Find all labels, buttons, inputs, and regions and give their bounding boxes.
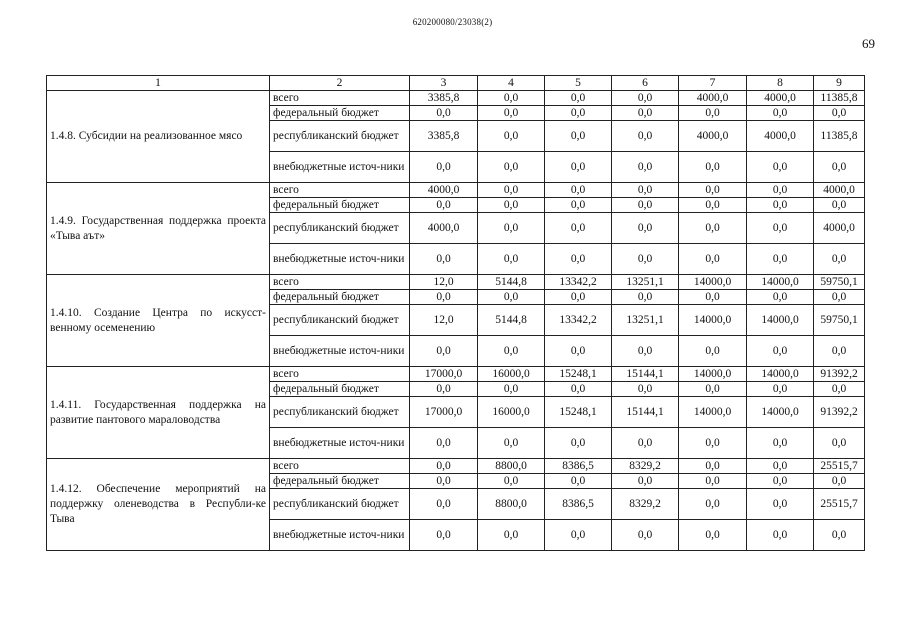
value-cell: 4000,0 xyxy=(410,183,478,198)
measure-name: 1.4.10. Создание Центра по искусст-венному осеменению xyxy=(47,275,270,367)
header-row xyxy=(47,76,865,91)
value-cell: 0,0 xyxy=(814,290,865,305)
value-cell: 0,0 xyxy=(612,106,679,121)
value-cell: 0,0 xyxy=(747,106,814,121)
value-cell: 0,0 xyxy=(545,183,612,198)
value-cell: 0,0 xyxy=(747,428,814,459)
value-cell: 8329,2 xyxy=(612,489,679,520)
value-cell: 4000,0 xyxy=(747,91,814,106)
value-cell: 11385,8 xyxy=(814,121,865,152)
value-cell: 4000,0 xyxy=(679,91,747,106)
table-body xyxy=(47,91,865,551)
value-cell: 8386,5 xyxy=(545,459,612,474)
value-cell: 13342,2 xyxy=(545,275,612,290)
value-cell: 0,0 xyxy=(747,244,814,275)
value-cell: 14000,0 xyxy=(679,397,747,428)
funding-source: внебюджетные источ-ники xyxy=(270,336,410,367)
value-cell: 0,0 xyxy=(814,244,865,275)
value-cell: 8800,0 xyxy=(478,489,545,520)
value-cell: 0,0 xyxy=(478,290,545,305)
value-cell: 0,0 xyxy=(478,336,545,367)
funding-source: всего xyxy=(270,183,410,198)
funding-source: республиканский бюджет xyxy=(270,305,410,336)
value-cell: 0,0 xyxy=(410,382,478,397)
value-cell: 0,0 xyxy=(814,382,865,397)
value-cell: 14000,0 xyxy=(747,397,814,428)
funding-source: всего xyxy=(270,459,410,474)
value-cell: 0,0 xyxy=(612,213,679,244)
funding-source: республиканский бюджет xyxy=(270,489,410,520)
value-cell: 0,0 xyxy=(679,198,747,213)
value-cell: 0,0 xyxy=(679,106,747,121)
value-cell: 0,0 xyxy=(612,290,679,305)
value-cell: 16000,0 xyxy=(478,397,545,428)
value-cell: 12,0 xyxy=(410,275,478,290)
budget-table xyxy=(46,75,865,551)
value-cell: 0,0 xyxy=(545,213,612,244)
value-cell: 25515,7 xyxy=(814,489,865,520)
value-cell: 0,0 xyxy=(814,474,865,489)
value-cell: 17000,0 xyxy=(410,367,478,382)
value-cell: 0,0 xyxy=(747,336,814,367)
value-cell: 0,0 xyxy=(410,459,478,474)
funding-source: федеральный бюджет xyxy=(270,106,410,121)
funding-source: всего xyxy=(270,91,410,106)
value-cell: 0,0 xyxy=(545,520,612,551)
value-cell: 0,0 xyxy=(814,152,865,183)
value-cell: 0,0 xyxy=(814,520,865,551)
column-header-2: 2 xyxy=(270,76,410,91)
value-cell: 3385,8 xyxy=(410,121,478,152)
value-cell: 0,0 xyxy=(410,244,478,275)
value-cell: 0,0 xyxy=(478,91,545,106)
value-cell: 0,0 xyxy=(545,106,612,121)
value-cell: 0,0 xyxy=(478,106,545,121)
funding-source: внебюджетные источ-ники xyxy=(270,520,410,551)
value-cell: 0,0 xyxy=(545,152,612,183)
value-cell: 0,0 xyxy=(679,213,747,244)
value-cell: 13251,1 xyxy=(612,275,679,290)
value-cell: 0,0 xyxy=(814,198,865,213)
value-cell: 0,0 xyxy=(747,152,814,183)
value-cell: 0,0 xyxy=(410,198,478,213)
value-cell: 0,0 xyxy=(410,152,478,183)
value-cell: 8800,0 xyxy=(478,459,545,474)
value-cell: 0,0 xyxy=(612,121,679,152)
value-cell: 14000,0 xyxy=(679,275,747,290)
funding-source: республиканский бюджет xyxy=(270,213,410,244)
value-cell: 0,0 xyxy=(478,244,545,275)
value-cell: 16000,0 xyxy=(478,367,545,382)
value-cell: 17000,0 xyxy=(410,397,478,428)
value-cell: 15248,1 xyxy=(545,367,612,382)
value-cell: 3385,8 xyxy=(410,91,478,106)
value-cell: 0,0 xyxy=(545,428,612,459)
value-cell: 0,0 xyxy=(747,290,814,305)
value-cell: 0,0 xyxy=(478,183,545,198)
value-cell: 0,0 xyxy=(612,520,679,551)
value-cell: 0,0 xyxy=(747,459,814,474)
value-cell: 14000,0 xyxy=(679,367,747,382)
value-cell: 0,0 xyxy=(679,459,747,474)
value-cell: 0,0 xyxy=(612,336,679,367)
value-cell: 0,0 xyxy=(612,244,679,275)
measure-name: 1.4.8. Субсидии на реализованное мясо xyxy=(47,91,270,183)
table-row xyxy=(47,459,865,474)
value-cell: 0,0 xyxy=(679,336,747,367)
value-cell: 4000,0 xyxy=(410,213,478,244)
value-cell: 4000,0 xyxy=(679,121,747,152)
value-cell: 0,0 xyxy=(747,198,814,213)
value-cell: 0,0 xyxy=(747,382,814,397)
value-cell: 13251,1 xyxy=(612,305,679,336)
value-cell: 0,0 xyxy=(545,474,612,489)
measure-name: 1.4.9. Государственная поддержка проекта «Тыва аът» xyxy=(47,183,270,275)
funding-source: федеральный бюджет xyxy=(270,290,410,305)
funding-source: всего xyxy=(270,275,410,290)
value-cell: 0,0 xyxy=(410,336,478,367)
column-header-8: 8 xyxy=(747,76,814,91)
value-cell: 8386,5 xyxy=(545,489,612,520)
value-cell: 0,0 xyxy=(679,428,747,459)
value-cell: 0,0 xyxy=(545,91,612,106)
value-cell: 0,0 xyxy=(410,474,478,489)
table-header xyxy=(47,76,865,91)
value-cell: 0,0 xyxy=(814,428,865,459)
funding-source: федеральный бюджет xyxy=(270,198,410,213)
value-cell: 0,0 xyxy=(545,198,612,213)
measure-name: 1.4.12. Обеспечение мероприятий на поддержку оленеводства в Республи-ке Тыва xyxy=(47,459,270,551)
value-cell: 0,0 xyxy=(478,213,545,244)
value-cell: 25515,7 xyxy=(814,459,865,474)
column-header-3: 3 xyxy=(410,76,478,91)
measure-name: 1.4.11. Государственная поддержка на развитие пантового мараловодства xyxy=(47,367,270,459)
column-header-1: 1 xyxy=(47,76,270,91)
value-cell: 0,0 xyxy=(612,91,679,106)
funding-source: внебюджетные источ-ники xyxy=(270,244,410,275)
value-cell: 0,0 xyxy=(679,382,747,397)
table-row xyxy=(47,275,865,290)
value-cell: 0,0 xyxy=(545,336,612,367)
column-header-5: 5 xyxy=(545,76,612,91)
funding-source: республиканский бюджет xyxy=(270,397,410,428)
column-header-6: 6 xyxy=(612,76,679,91)
value-cell: 4000,0 xyxy=(747,121,814,152)
value-cell: 0,0 xyxy=(478,152,545,183)
value-cell: 91392,2 xyxy=(814,397,865,428)
value-cell: 0,0 xyxy=(478,198,545,213)
value-cell: 0,0 xyxy=(410,428,478,459)
value-cell: 0,0 xyxy=(679,290,747,305)
value-cell: 0,0 xyxy=(478,121,545,152)
value-cell: 0,0 xyxy=(747,520,814,551)
funding-source: внебюджетные источ-ники xyxy=(270,428,410,459)
value-cell: 0,0 xyxy=(612,382,679,397)
value-cell: 0,0 xyxy=(545,382,612,397)
value-cell: 0,0 xyxy=(612,474,679,489)
table-row xyxy=(47,367,865,382)
value-cell: 11385,8 xyxy=(814,91,865,106)
funding-source: федеральный бюджет xyxy=(270,382,410,397)
value-cell: 91392,2 xyxy=(814,367,865,382)
value-cell: 0,0 xyxy=(679,520,747,551)
value-cell: 14000,0 xyxy=(679,305,747,336)
value-cell: 0,0 xyxy=(612,183,679,198)
value-cell: 0,0 xyxy=(612,152,679,183)
value-cell: 14000,0 xyxy=(747,367,814,382)
value-cell: 4000,0 xyxy=(814,183,865,198)
table-row xyxy=(47,91,865,106)
value-cell: 0,0 xyxy=(478,520,545,551)
value-cell: 8329,2 xyxy=(612,459,679,474)
value-cell: 5144,8 xyxy=(478,275,545,290)
document-id: 620200080/23038(2) xyxy=(412,17,493,27)
funding-source: всего xyxy=(270,367,410,382)
value-cell: 0,0 xyxy=(410,520,478,551)
value-cell: 0,0 xyxy=(747,213,814,244)
value-cell: 0,0 xyxy=(679,474,747,489)
funding-source: внебюджетные источ-ники xyxy=(270,152,410,183)
value-cell: 0,0 xyxy=(478,428,545,459)
value-cell: 59750,1 xyxy=(814,305,865,336)
value-cell: 15144,1 xyxy=(612,367,679,382)
value-cell: 0,0 xyxy=(679,244,747,275)
value-cell: 59750,1 xyxy=(814,275,865,290)
column-header-7: 7 xyxy=(679,76,747,91)
value-cell: 5144,8 xyxy=(478,305,545,336)
value-cell: 0,0 xyxy=(410,290,478,305)
value-cell: 0,0 xyxy=(679,152,747,183)
value-cell: 15248,1 xyxy=(545,397,612,428)
value-cell: 15144,1 xyxy=(612,397,679,428)
value-cell: 0,0 xyxy=(747,489,814,520)
value-cell: 0,0 xyxy=(612,428,679,459)
value-cell: 14000,0 xyxy=(747,305,814,336)
value-cell: 0,0 xyxy=(679,183,747,198)
column-header-9: 9 xyxy=(814,76,865,91)
value-cell: 0,0 xyxy=(478,474,545,489)
value-cell: 0,0 xyxy=(814,336,865,367)
value-cell: 0,0 xyxy=(410,489,478,520)
value-cell: 4000,0 xyxy=(814,213,865,244)
value-cell: 0,0 xyxy=(478,382,545,397)
value-cell: 0,0 xyxy=(747,474,814,489)
table-row xyxy=(47,183,865,198)
funding-source: республиканский бюджет xyxy=(270,121,410,152)
value-cell: 12,0 xyxy=(410,305,478,336)
value-cell: 0,0 xyxy=(545,290,612,305)
value-cell: 14000,0 xyxy=(747,275,814,290)
funding-source: федеральный бюджет xyxy=(270,474,410,489)
column-header-4: 4 xyxy=(478,76,545,91)
value-cell: 0,0 xyxy=(679,489,747,520)
value-cell: 13342,2 xyxy=(545,305,612,336)
value-cell: 0,0 xyxy=(545,244,612,275)
page-number: 69 xyxy=(862,36,875,51)
value-cell: 0,0 xyxy=(747,183,814,198)
value-cell: 0,0 xyxy=(410,106,478,121)
value-cell: 0,0 xyxy=(612,198,679,213)
value-cell: 0,0 xyxy=(814,106,865,121)
value-cell: 0,0 xyxy=(545,121,612,152)
